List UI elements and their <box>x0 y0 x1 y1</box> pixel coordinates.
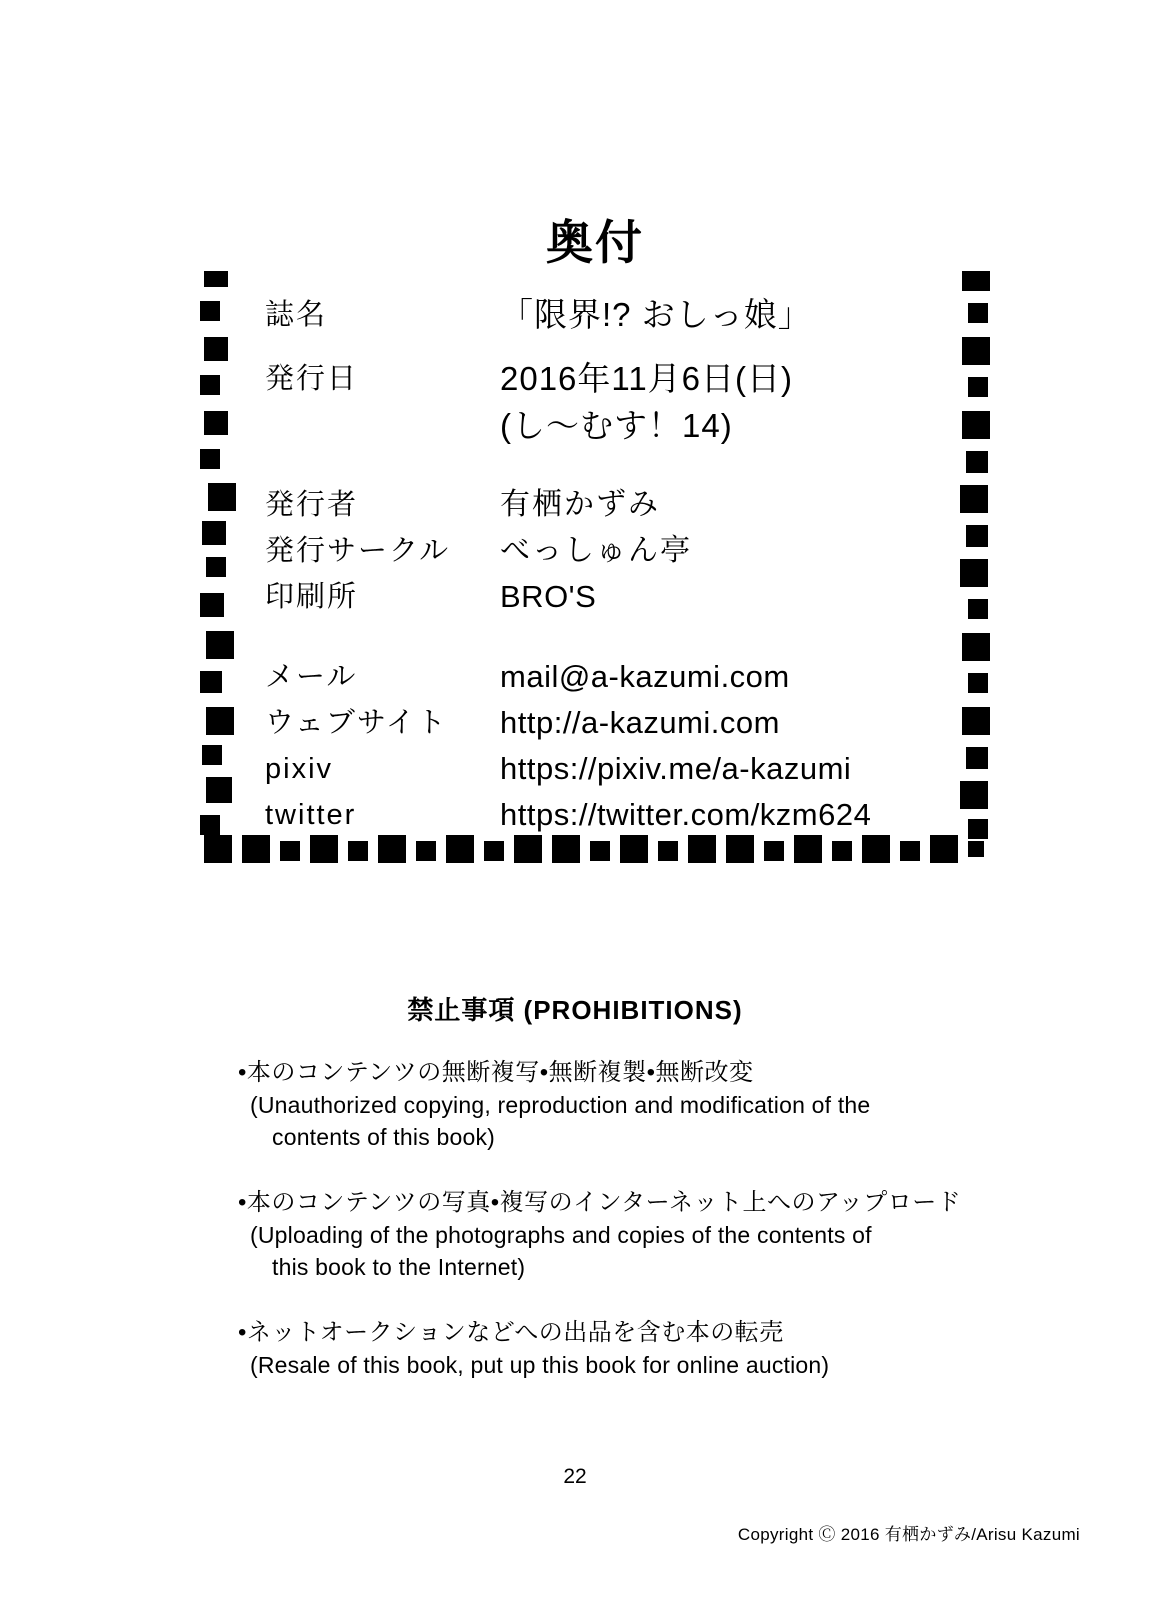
border-segment <box>200 593 224 617</box>
border-segment <box>726 835 754 863</box>
border-segment <box>968 673 988 693</box>
prohibition-item <box>0 1057 1150 1153</box>
field-value: 有栖かずみ <box>500 488 660 521</box>
prohibition-text-jp: •本のコンテンツの無断複写•無断複製•無断改変 <box>238 1059 754 1086</box>
border-segment <box>206 557 226 577</box>
border-segment <box>206 631 234 659</box>
field-row-printer <box>265 575 965 619</box>
field-label: 誌名 <box>265 299 328 331</box>
border-segment <box>930 835 958 863</box>
border-segment <box>204 337 228 361</box>
prohibition-text-en-2: contents of this book) <box>272 1124 496 1150</box>
prohibition-text-en-2: this book to the Internet) <box>272 1254 526 1280</box>
field-row-website <box>265 701 965 745</box>
field-row-twitter <box>265 793 965 837</box>
field-label: 発行者 <box>265 489 359 521</box>
border-segment <box>968 841 984 857</box>
field-value-event: (し〜むす！14) <box>500 407 733 444</box>
border-segment <box>590 841 610 861</box>
field-value-mail[interactable]: mail@a-kazumi.com <box>500 659 790 694</box>
field-row-mail <box>265 655 965 699</box>
border-segment <box>348 841 368 861</box>
field-value: べっしゅん亭 <box>500 534 692 567</box>
colophon-title: 奥付 <box>190 215 1000 271</box>
spacer <box>265 449 965 483</box>
border-segment <box>794 835 822 863</box>
border-segment <box>202 521 226 545</box>
prohibitions-title: 禁止事項 (PROHIBITIONS) <box>407 995 743 1025</box>
field-row-title <box>265 293 965 337</box>
border-segment <box>900 841 920 861</box>
border-segment <box>200 449 220 469</box>
border-segment <box>966 747 988 769</box>
spacer <box>265 621 965 655</box>
colophon-box <box>190 215 1000 865</box>
border-segment <box>378 835 406 863</box>
field-label: twitter <box>265 799 357 831</box>
prohibition-text-en-1: (Unauthorized copying, reproduction and modification of the <box>250 1092 871 1118</box>
field-label: 印刷所 <box>265 581 359 613</box>
border-segment <box>484 841 504 861</box>
field-label: 発行サークル <box>265 535 451 567</box>
border-segment <box>208 483 236 511</box>
border-segment <box>966 451 988 473</box>
field-value-twitter[interactable]: https://twitter.com/kzm624 <box>500 797 872 832</box>
border-segment <box>962 633 990 661</box>
border-segment <box>514 835 542 863</box>
border-segment <box>962 707 990 735</box>
colophon-fields <box>265 293 965 839</box>
prohibitions-section <box>0 990 1150 1415</box>
border-segment <box>962 337 990 365</box>
field-row-circle <box>265 529 965 573</box>
field-label: ウェブサイト <box>265 707 448 739</box>
prohibition-item <box>0 1187 1150 1283</box>
field-row-author <box>265 483 965 527</box>
field-label: pixiv <box>265 753 334 785</box>
prohibition-text-en-1: (Uploading of the photographs and copies of the contents of <box>250 1222 872 1248</box>
border-segment <box>416 841 436 861</box>
border-segment <box>862 835 890 863</box>
field-value-pixiv[interactable]: https://pixiv.me/a-kazumi <box>500 751 852 786</box>
page-number: 22 <box>563 1465 587 1488</box>
prohibition-text-jp: •本のコンテンツの写真•複写のインターネット上へのアップロード <box>238 1189 962 1216</box>
border-segment <box>206 707 234 735</box>
border-segment <box>968 599 988 619</box>
field-label: 発行日 <box>265 363 359 395</box>
border-segment <box>206 777 232 803</box>
border-segment <box>446 835 474 863</box>
field-label: メール <box>265 661 358 693</box>
border-segment <box>202 745 222 765</box>
prohibition-text-en-1: (Resale of this book, put up this book for online auction) <box>250 1352 830 1378</box>
border-segment <box>204 835 232 863</box>
border-segment <box>832 841 852 861</box>
border-segment <box>200 671 222 693</box>
border-segment <box>200 815 220 835</box>
prohibition-item <box>0 1317 1150 1381</box>
border-segment <box>310 835 338 863</box>
border-segment <box>242 835 270 863</box>
border-segment <box>200 375 220 395</box>
border-segment <box>962 411 990 439</box>
border-segment <box>200 301 220 321</box>
border-segment <box>968 377 988 397</box>
border-segment <box>620 835 648 863</box>
copyright-notice: Copyright Ⓒ 2016 有栖かずみ/Arisu Kazumi <box>737 1525 1080 1544</box>
border-segment <box>968 819 988 839</box>
border-segment <box>658 841 678 861</box>
border-segment <box>966 525 988 547</box>
field-value-website[interactable]: http://a-kazumi.com <box>500 705 780 740</box>
border-segment <box>280 841 300 861</box>
border-segment <box>204 411 228 435</box>
border-segment <box>552 835 580 863</box>
border-segment <box>968 303 988 323</box>
border-segment <box>764 841 784 861</box>
spacer <box>265 339 965 357</box>
border-segment <box>688 835 716 863</box>
prohibition-text-jp: •ネットオークションなどへの出品を含む本の転売 <box>238 1319 784 1346</box>
field-value: BRO'S <box>500 579 597 614</box>
field-value: 「限界!? おしっ娘」 <box>500 296 812 333</box>
field-row-pixiv <box>265 747 965 791</box>
field-row-date <box>265 357 965 401</box>
field-value: 2016年11月6日(日) <box>500 360 794 397</box>
